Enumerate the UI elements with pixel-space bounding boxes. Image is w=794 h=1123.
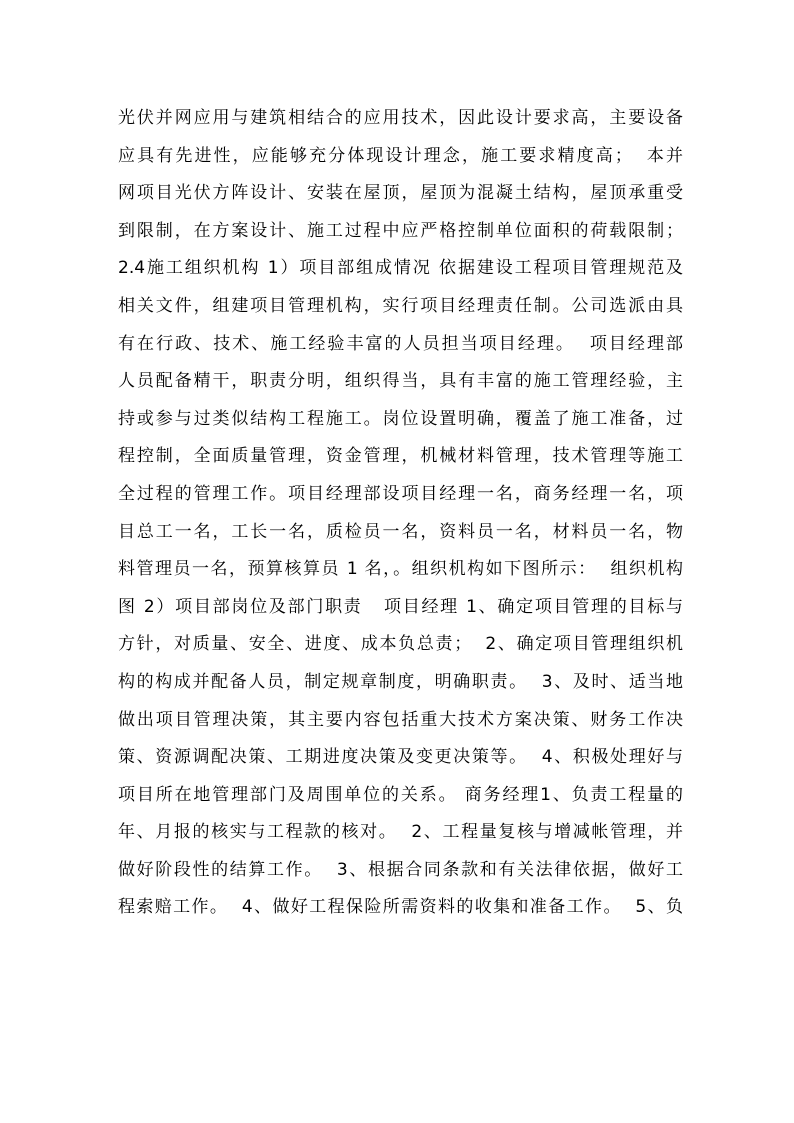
text-line: 持或参与过类似结构工程施工。岗位设置明确，覆盖了施工准备，过	[118, 408, 683, 429]
text-line: 做好阶段性的结算工作。 3、根据合同条款和有关法律依据，做好工	[118, 859, 683, 880]
text-line: 年、月报的核实与工程款的核对。 2、工程量复核与增减帐管理，并	[118, 822, 683, 843]
text-line: 构的构成并配备人员，制定规章制度，明确职责。 3、及时、适当地	[118, 671, 683, 692]
text-line: 有在行政、技术、施工经验丰富的人员担当项目经理。 项目经理部	[118, 333, 683, 354]
text-line: 2.4施工组织机构 1）项目部组成情况 依据建设工程项目管理规范及	[118, 258, 683, 279]
text-line: 程控制，全面质量管理，资金管理，机械材料管理，技术管理等施工	[118, 446, 683, 467]
text-line: 项目所在地管理部门及周围单位的关系。 商务经理1、负责工程量的	[118, 784, 683, 805]
text-line: 目总工一名，工长一名，质检员一名，资料员一名，材料员一名，物	[118, 521, 683, 542]
text-line: 网项目光伏方阵设计、安装在屋顶，屋顶为混凝土结构，屋顶承重受	[118, 183, 683, 204]
text-line: 光伏并网应用与建筑相结合的应用技术，因此设计要求高，主要设备	[118, 108, 683, 128]
text-line: 到限制，在方案设计、施工过程中应严格控制单位面积的荷载限制；	[118, 220, 683, 241]
text-line: 应具有先进性，应能够充分体现设计理念，施工要求精度高； 本并	[118, 145, 683, 166]
text-line: 策、资源调配决策、工期进度决策及变更决策等。 4、积极处理好与	[118, 747, 683, 768]
text-line: 程索赔工作。 4、做好工程保险所需资料的收集和准备工作。 5、负	[118, 897, 683, 918]
text-line: 方针，对质量、安全、进度、成本负总责； 2、确定项目管理组织机	[118, 634, 683, 655]
text-line: 人员配备精干，职责分明，组织得当，具有丰富的施工管理经验，主	[118, 371, 683, 392]
text-line: 全过程的管理工作。项目经理部设项目经理一名，商务经理一名，项	[118, 483, 683, 504]
text-line: 图 2）项目部岗位及部门职责 项目经理 1、确定项目管理的目标与	[118, 596, 683, 617]
text-line: 做出项目管理决策，其主要内容包括重大技术方案决策、财务工作决	[118, 709, 683, 730]
body-text	[118, 100, 683, 927]
text-line: 料管理员一名，预算核算员 1 名，。组织机构如下图所示： 组织机构	[118, 559, 683, 580]
text-line: 相关文件，组建项目管理机构，实行项目经理责任制。公司选派由具	[118, 295, 683, 316]
